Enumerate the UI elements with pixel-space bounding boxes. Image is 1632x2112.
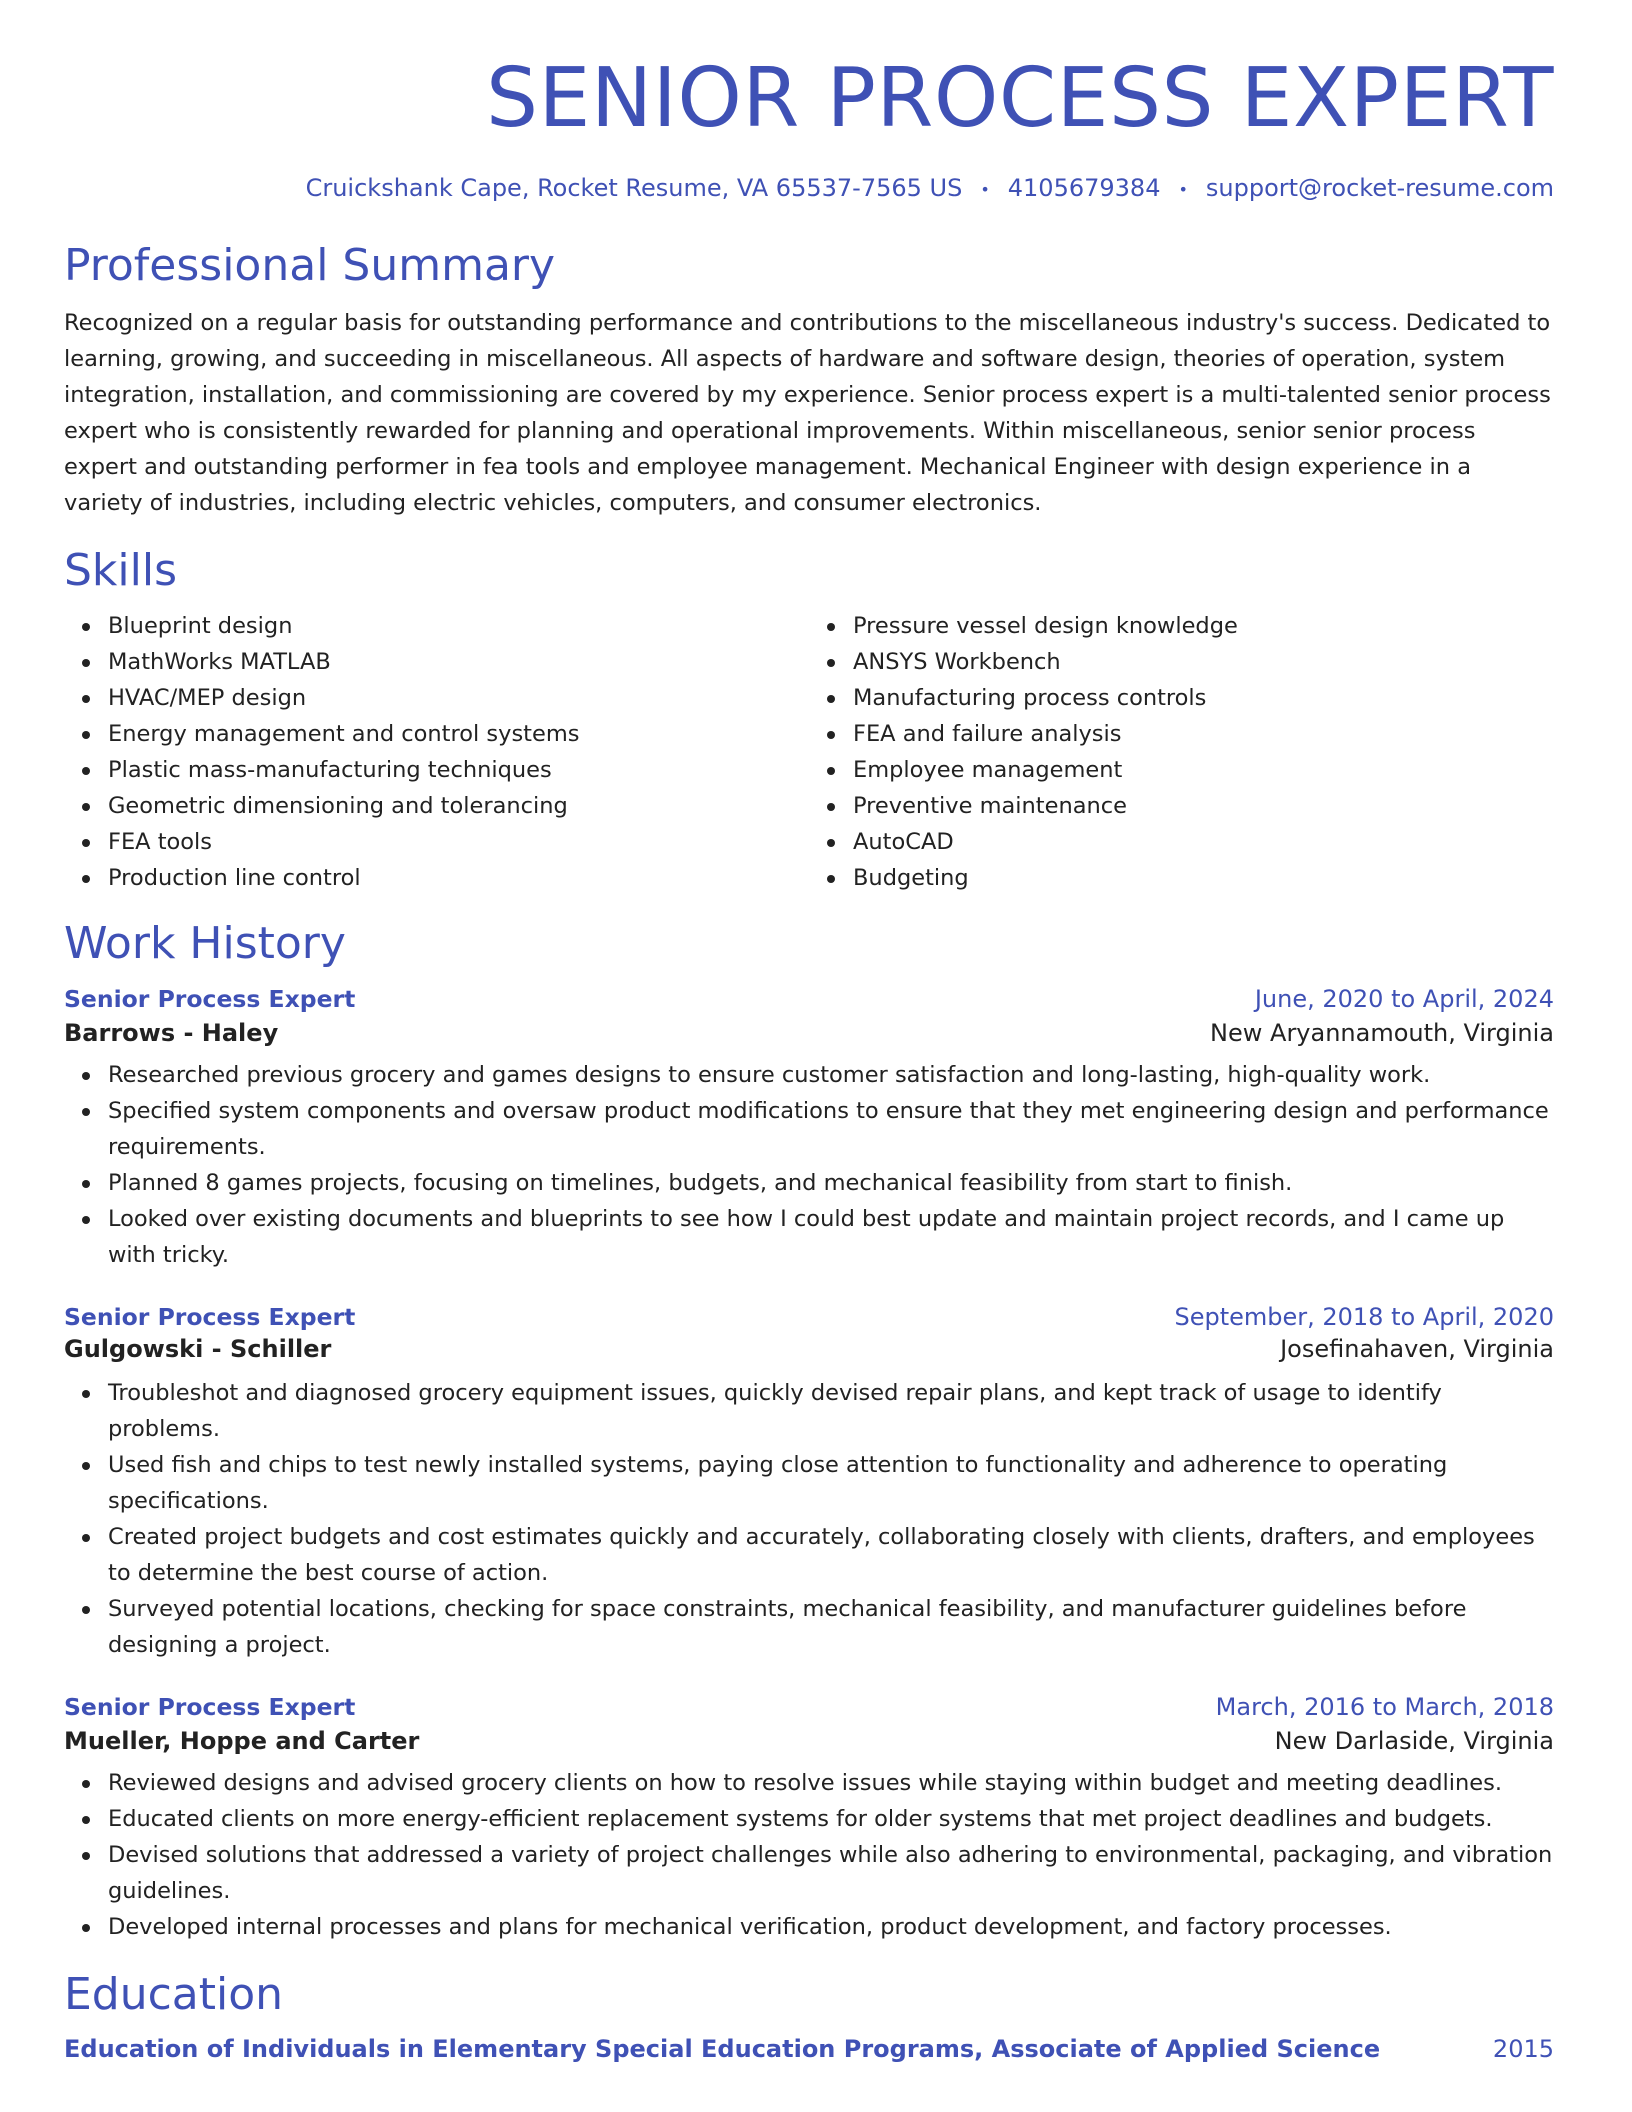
education-section (64, 1969, 1554, 2064)
skill-item: Employee management (853, 752, 1554, 788)
job-bullet: Surveyed potential locations, checking for space constraints, mechanical feasibility, and manufacturer guidelines before designing a project. (108, 1591, 1554, 1663)
job-title: Senior Process Expert (64, 984, 356, 1013)
contact-separator: • (980, 179, 990, 199)
contact-address: Cruickshank Cape, Rocket Resume, VA 65537-7565 US (305, 174, 963, 203)
education-entry (64, 2035, 1554, 2063)
job-title: Senior Process Expert (64, 1302, 356, 1331)
job-bullets (64, 1057, 1554, 1273)
job-dates: September, 2018 to April, 2020 (1174, 1302, 1554, 1331)
job-dates: March, 2016 to March, 2018 (1215, 1692, 1554, 1721)
job-bullet: Devised solutions that addressed a variety of project challenges while also adhering to environmental, packaging, and vibration guidelines. (108, 1837, 1554, 1909)
skills-column-right (809, 608, 1554, 896)
skill-item: Preventive maintenance (853, 788, 1554, 824)
job-bullet: Planned 8 games projects, focusing on timelines, budgets, and mechanical feasibility from start to finish. (108, 1165, 1554, 1201)
job-company: Mueller, Hoppe and Carter (64, 1726, 420, 1755)
skill-item: ANSYS Workbench (853, 644, 1554, 680)
job-company: Barrows - Haley (64, 1018, 279, 1047)
summary-text: Recognized on a regular basis for outstanding performance and contributions to the miscellaneous industry's success. Dedicated to learning, growing, and succeeding in miscellaneous. All aspects of hardware and software design, theories of operation, system integration, installation, and commissioning are covered by my experience. Senior process expert is a multi-talented senior process expert who is consistently rewarded for planning and operational improvements. Within miscellaneous, senior senior process expert and outstanding performer in fea tools and employee management. Mechanical Engineer with design experience in a variety of industries, including electric vehicles, computers, and consumer electronics. (64, 309, 1551, 516)
job-bullet: Researched previous grocery and games designs to ensure customer satisfaction and long-lasting, high-quality work. (108, 1057, 1554, 1093)
education-degree: Education of Individuals in Elementary Special Education Programs, Associate of Applied Science (64, 2035, 1381, 2064)
work-history-heading: Work History (64, 917, 346, 969)
job-bullet: Created project budgets and cost estimates quickly and accurately, collaborating closely with clients, drafters, and employees to determine the best course of action. (108, 1519, 1554, 1591)
contact-line (64, 174, 1554, 202)
skills-column-left (64, 608, 809, 896)
skill-item: Energy management and control systems (108, 716, 809, 752)
job-bullet: Developed internal processes and plans for mechanical verification, product development, and factory processes. (108, 1909, 1554, 1945)
skill-item: FEA tools (108, 824, 809, 860)
skill-item: Blueprint design (108, 608, 809, 644)
education-year: 2015 (1492, 2035, 1554, 2064)
skills-grid (64, 608, 1554, 896)
job-bullet: Looked over existing documents and blueprints to see how I could best update and maintain project records, and I came up with tricky. (108, 1201, 1554, 1273)
job-company: Gulgowski - Schiller (64, 1334, 332, 1363)
job-entry (64, 1693, 1554, 1945)
skills-heading: Skills (64, 544, 178, 596)
skill-item: Pressure vessel design knowledge (853, 608, 1554, 644)
job-location: Josefinahaven, Virginia (1280, 1334, 1554, 1363)
job-location: New Darlaside, Virginia (1274, 1726, 1554, 1755)
skill-item: FEA and failure analysis (853, 716, 1554, 752)
summary-heading: Professional Summary (64, 240, 556, 292)
job-bullet: Reviewed designs and advised grocery clients on how to resolve issues while staying within budget and meeting deadlines. (108, 1765, 1554, 1801)
skill-item: HVAC/MEP design (108, 680, 809, 716)
job-bullets (64, 1375, 1554, 1663)
job-entry (64, 985, 1554, 1273)
job-bullet: Specified system components and oversaw product modifications to ensure that they met engineering design and performance requirements. (108, 1093, 1554, 1165)
education-heading: Education (64, 1968, 284, 2020)
contact-phone: 4105679384 (1007, 174, 1161, 203)
contact-separator: • (1178, 179, 1188, 199)
skill-item: Budgeting (853, 860, 1554, 896)
contact-email[interactable]: support@rocket-resume.com (1205, 174, 1554, 203)
skill-item: Plastic mass-manufacturing techniques (108, 752, 809, 788)
resume-name: SENIOR PROCESS EXPERT (485, 51, 1554, 146)
job-bullet: Troubleshot and diagnosed grocery equipment issues, quickly devised repair plans, and kept track of usage to identify problems. (108, 1375, 1554, 1447)
skills-section (64, 545, 1554, 896)
skill-item: AutoCAD (853, 824, 1554, 860)
skill-item: Manufacturing process controls (853, 680, 1554, 716)
job-bullet: Educated clients on more energy-efficient replacement systems for older systems that met project deadlines and budgets. (108, 1801, 1554, 1837)
job-location: New Aryannamouth, Virginia (1210, 1018, 1554, 1047)
job-bullet: Used fish and chips to test newly installed systems, paying close attention to functionality and adherence to operating specifications. (108, 1447, 1554, 1519)
job-dates: June, 2020 to April, 2024 (1254, 984, 1554, 1013)
skill-item: Production line control (108, 860, 809, 896)
skill-item: Geometric dimensioning and tolerancing (108, 788, 809, 824)
job-title: Senior Process Expert (64, 1692, 356, 1721)
resume-page (64, 0, 1554, 2063)
skill-item: MathWorks MATLAB (108, 644, 809, 680)
summary-section (64, 240, 1554, 521)
job-entry (64, 1303, 1554, 1663)
job-bullets (64, 1765, 1554, 1945)
work-history-section (64, 918, 1554, 1945)
